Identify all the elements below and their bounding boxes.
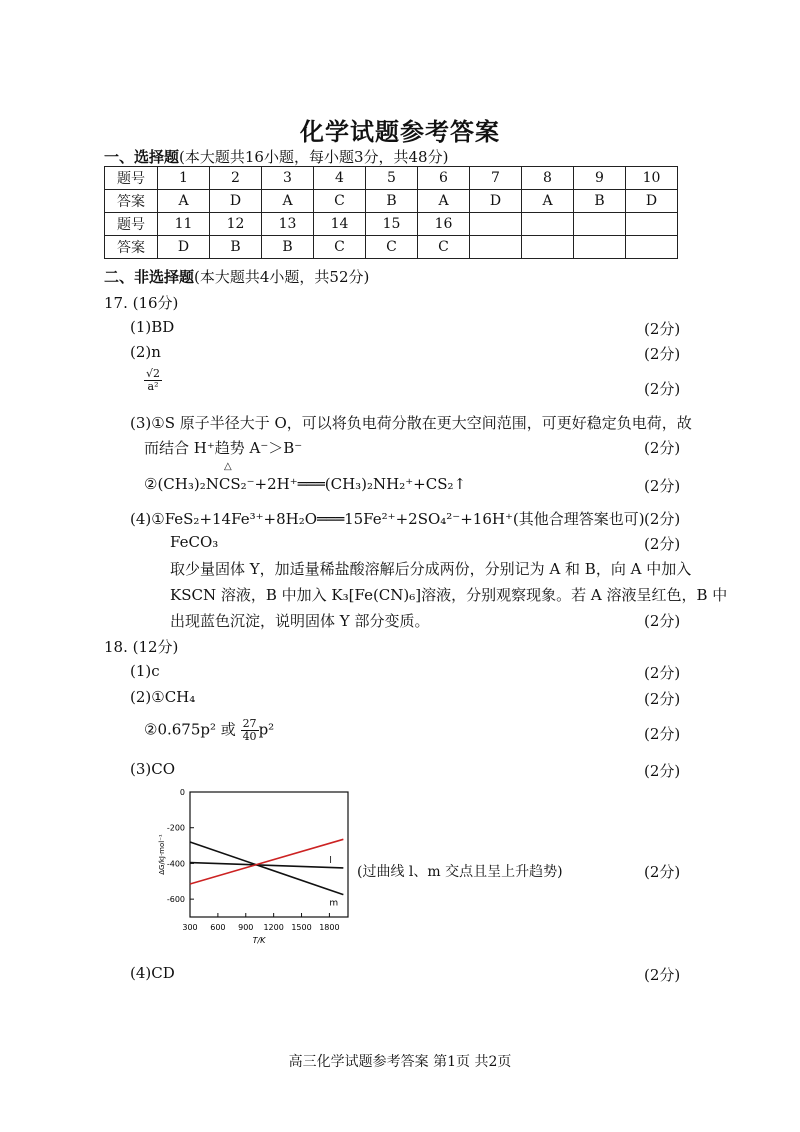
table-row [105, 236, 678, 259]
plot-frame [190, 792, 348, 917]
y-tick-label: -400 [166, 859, 185, 869]
table-cell [574, 236, 626, 259]
table-row [105, 167, 678, 190]
q17-answer-4-c2: KSCN 溶液，B 中加入 K₃[Fe(CN)₆]溶液，分别观察现象。若 A 溶液呈红色，B 中 [170, 586, 728, 604]
fraction-numerator: √2 [146, 367, 161, 380]
table-cell [574, 213, 626, 236]
table-cell: C [314, 236, 366, 259]
table-cell: B [262, 236, 314, 259]
table-cell: 10 [626, 167, 678, 190]
series-label: l [329, 855, 332, 866]
table-cell: 1 [158, 167, 210, 190]
score-label: (2分) [644, 725, 681, 743]
row-label: 题号 [105, 167, 158, 190]
x-tick-label: 1200 [263, 923, 284, 932]
table-row [105, 213, 678, 236]
section-1-note: (本大题共16小题，每小题3分，共48分) [179, 148, 449, 166]
graph-note: (过曲线 l、m 交点且呈上升趋势) [357, 864, 563, 880]
x-tick-label: 1500 [291, 923, 312, 932]
q18-heading: 18. (12分) [104, 638, 179, 656]
q18-answer-2: (2)①CH₄ [130, 688, 196, 706]
q17-answer-4-b: FeCO₃ [170, 533, 219, 551]
table-cell [522, 213, 574, 236]
section-2-heading [104, 266, 369, 287]
x-tick-label: 900 [238, 923, 254, 932]
q17-answer-2: (2)n [130, 343, 161, 361]
score-label: (2分) [644, 380, 681, 398]
score-label: (2分) [644, 477, 681, 495]
table-cell: A [158, 190, 210, 213]
y-tick-label: -200 [166, 823, 185, 833]
table-cell: 16 [418, 213, 470, 236]
table-cell: D [470, 190, 522, 213]
table-cell: 12 [210, 213, 262, 236]
y-axis-label: ΔG/kJ·mol⁻¹ [158, 834, 166, 875]
score-label: (2分) [644, 966, 681, 984]
score-label: (2分) [644, 863, 681, 881]
series-label: m [329, 898, 339, 909]
table-cell: A [522, 190, 574, 213]
table-cell: A [418, 190, 470, 213]
score-label: (2分) [644, 762, 681, 780]
delta-symbol: △ [224, 461, 232, 472]
fraction-denominator: 40 [242, 730, 257, 743]
x-axis-label: T/K [252, 936, 266, 945]
score-label: (2分) [644, 439, 681, 457]
q18-answer-2-b-tail: p² [258, 720, 275, 739]
score-label: (2分) [644, 690, 681, 708]
table-row [105, 190, 678, 213]
x-tick-label: 600 [210, 923, 226, 932]
score-label: (2分) [644, 535, 681, 553]
section-1-heading [104, 146, 448, 167]
fraction [144, 368, 162, 393]
score-label: (2分) [644, 320, 681, 338]
q18-answer-2-b-text: ②0.675p² 或 [144, 720, 236, 739]
x-tick-label: 1800 [319, 923, 340, 932]
series-line-red [190, 839, 343, 884]
row-label: 答案 [105, 236, 158, 259]
q17-answer-3-cont: 而结合 H⁺趋势 A⁻＞B⁻ [144, 439, 303, 457]
table-cell: B [574, 190, 626, 213]
fraction-numerator: 27 [242, 717, 257, 730]
table-cell: D [158, 236, 210, 259]
q18-answer-1: (1)c [130, 662, 160, 680]
q17-answer-1: (1)BD [130, 318, 175, 336]
table-cell: 5 [366, 167, 418, 190]
delta-g-chart [150, 782, 360, 958]
q18-answer-2-b [144, 718, 274, 743]
page-footer: 高三化学试题参考答案 第1页 共2页 [288, 1054, 512, 1070]
table-cell: C [418, 236, 470, 259]
table-cell: 2 [210, 167, 262, 190]
table-cell [470, 236, 522, 259]
q17-answer-2-fraction [144, 368, 162, 393]
table-cell: 8 [522, 167, 574, 190]
row-label: 题号 [105, 213, 158, 236]
table-cell [470, 213, 522, 236]
section-1-title: 一、选择题 [104, 148, 180, 166]
table-cell: 3 [262, 167, 314, 190]
table-cell: D [210, 190, 262, 213]
table-cell: D [626, 190, 678, 213]
x-tick-label: 300 [182, 923, 198, 932]
section-2-title: 二、非选择题 [104, 268, 195, 286]
table-cell [626, 213, 678, 236]
table-cell [522, 236, 574, 259]
table-cell: C [314, 190, 366, 213]
table-cell: 15 [366, 213, 418, 236]
fraction-denominator: a² [147, 380, 159, 393]
series-line-l [190, 863, 343, 868]
fraction [241, 718, 259, 743]
q18-answer-4: (4)CD [130, 964, 175, 982]
q17-answer-3-equation: ②(CH₃)₂NCS₂⁻+2H⁺═══(CH₃)₂NH₂⁺+CS₂↑ [144, 475, 467, 493]
q17-answer-4-c3: 出现蓝色沉淀，说明固体 Y 部分变质。 [170, 612, 430, 630]
score-label: (2分) [644, 345, 681, 363]
score-label: (2分) [644, 510, 681, 528]
y-tick-label: -600 [166, 895, 185, 905]
table-cell: 4 [314, 167, 366, 190]
q17-answer-4-c: 取少量固体 Y，加适量稀盐酸溶解后分成两份，分别记为 A 和 B，向 A 中加入 [170, 560, 692, 578]
table-cell [626, 236, 678, 259]
q18-answer-3: (3)CO [130, 760, 176, 778]
table-cell: 11 [158, 213, 210, 236]
table-cell: C [366, 236, 418, 259]
q17-answer-4: (4)①FeS₂+14Fe³⁺+8H₂O═══15Fe²⁺+2SO₄²⁻+16H⁺(其他合理答案也可) [130, 510, 645, 528]
answer-table [104, 166, 678, 259]
score-label: (2分) [644, 612, 681, 630]
row-label: 答案 [105, 190, 158, 213]
table-cell: B [210, 236, 262, 259]
table-cell: 7 [470, 167, 522, 190]
table-cell: A [262, 190, 314, 213]
y-tick-label: 0 [179, 788, 185, 797]
series-line-m [190, 842, 343, 895]
q17-answer-3: (3)①S 原子半径大于 O，可以将负电荷分散在更大空间范围，可更好稳定负电荷，故 [130, 414, 692, 432]
q17-heading: 17. (16分) [104, 294, 179, 312]
section-2-note: (本大题共4小题，共52分) [194, 268, 370, 286]
table-cell: B [366, 190, 418, 213]
table-cell: 6 [418, 167, 470, 190]
table-cell: 9 [574, 167, 626, 190]
table-cell: 14 [314, 213, 366, 236]
page-title: 化学试题参考答案 [300, 118, 500, 146]
score-label: (2分) [644, 664, 681, 682]
table-cell: 13 [262, 213, 314, 236]
